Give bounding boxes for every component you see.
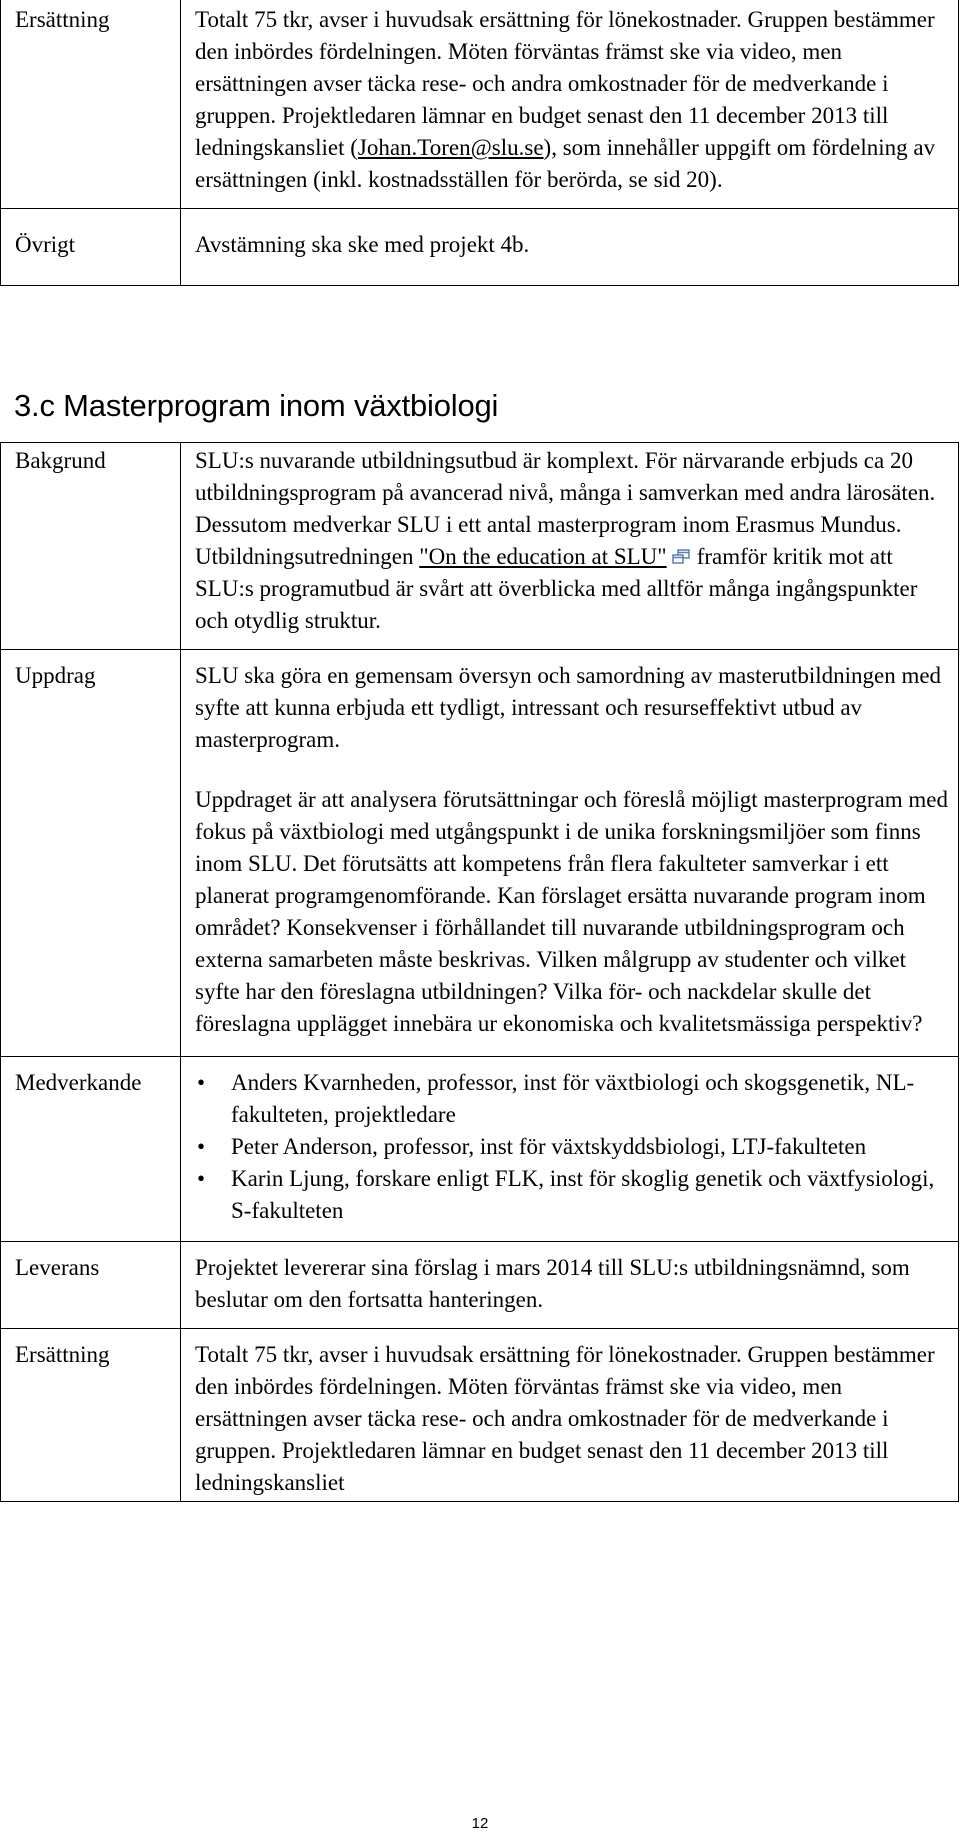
- list-item: [195, 1067, 948, 1131]
- row-label-ovrigt: Övrigt: [1, 209, 181, 286]
- previous-project-table: [0, 0, 959, 286]
- external-link-icon[interactable]: [671, 549, 691, 565]
- participant-text: Peter Anderson, professor, inst för växtskyddsbiologi, LTJ-fakulteten: [231, 1134, 867, 1159]
- row-value-ovrigt: Avstämning ska ske med projekt 4b.: [181, 209, 959, 286]
- table-row: [1, 443, 959, 650]
- project-table: [0, 442, 959, 1502]
- bullet-icon: •: [197, 1070, 206, 1095]
- row-label-medverkande: Medverkande: [1, 1057, 181, 1242]
- uppdrag-paragraph-2: Uppdraget är att analysera förutsättningar och föreslå möjligt masterprogram med fokus på växtbiologi med utgångspunkt i de unika forskningsmiljöer som finns inom SLU. Det förutsätts att kompetens från flera fakulteter samverkar i ett planerat programgenomförande. Kan förslaget ersätta nuvarande program inom området? Konsekvenser i förhållandet till nuvarande utbildningsprogram och externa samarbeten måste beskrivas. Vilken målgrupp av studenter och vilket syfte har den föreslagna utbildningen? Vilka för- och nackdelar skulle det föreslagna upplägget innebära ur ekonomiska och kvalitetsmässiga perspektiv?: [195, 787, 948, 1036]
- row-label-ersattning: Ersättning: [1, 0, 181, 209]
- row-label-uppdrag: Uppdrag: [1, 650, 181, 1057]
- table-row: [1, 1057, 959, 1242]
- row-value-uppdrag: [181, 650, 959, 1057]
- table-row: [1, 0, 959, 209]
- row-value-ersattning: Totalt 75 tkr, avser i huvudsak ersättning för lönekostnader. Gruppen bestämmer den inbördes fördelningen. Möten förväntas främst ske via video, men ersättningen avser täcka rese- och andra omkostnader för de medverkande i gruppen. Projektledaren lämnar en budget senast den 11 december 2013 till ledningskansliet: [181, 1329, 959, 1502]
- table-row: [1, 1329, 959, 1502]
- bullet-icon: •: [197, 1134, 206, 1159]
- bakgrund-text: SLU:s nuvarande utbildningsutbud är komplext. För närvarande erbjuds ca 20 utbildningsprogram på avancerad nivå, många i samverkan med andra lärosäten. Dessutom medverkar SLU i ett antal masterprogram inom Erasmus Mundus. Utbildningsutredningen: [195, 448, 936, 569]
- list-item: [195, 1131, 948, 1163]
- row-label-ersattning: Ersättning: [1, 1329, 181, 1502]
- section-heading: 3.c Masterprogram inom växtbiologi: [14, 388, 499, 423]
- bakgrund-text-after: framför kritik mot att SLU:s programutbud är svårt att överblicka med alltför många ingångspunkter och otydlig struktur.: [195, 544, 918, 633]
- row-value-bakgrund: [181, 443, 959, 650]
- row-value-medverkande: [181, 1057, 959, 1242]
- list-item: [195, 1163, 948, 1227]
- row-label-leverans: Leverans: [1, 1242, 181, 1329]
- table-row: [1, 650, 959, 1057]
- bullet-icon: •: [197, 1166, 206, 1191]
- ersattning-text-after: ), som innehåller uppgift om fördelning av ersättningen (inkl. kostnadsställen för berörda, se sid 20).: [195, 135, 936, 192]
- uppdrag-paragraph-1: SLU ska göra en gemensam översyn och samordning av masterutbildningen med syfte att kunna erbjuda ett tydligt, intressant och resurseffektivt utbud av masterprogram.: [195, 663, 942, 752]
- participant-text: Anders Kvarnheden, professor, inst för växtbiologi och skogsgenetik, NL-fakulteten, projektledare: [231, 1070, 915, 1127]
- ersattning-text: Totalt 75 tkr, avser i huvudsak ersättning för lönekostnader. Gruppen bestämmer den inbördes fördelningen. Möten förväntas främst ske via video, men ersättningen avser täcka rese- och andra omkostnader för de medverkande i gruppen. Projektledaren lämnar en budget senast den 11 december 2013 till ledningskansliet (: [195, 7, 935, 160]
- email-link[interactable]: Johan.Toren@slu.se: [357, 135, 544, 160]
- table-row: [1, 1242, 959, 1329]
- row-value-leverans: Projektet levererar sina förslag i mars 2014 till SLU:s utbildningsnämnd, som beslutar om den fortsatta hanteringen.: [181, 1242, 959, 1329]
- table-row: [1, 209, 959, 286]
- row-value-ersattning: [181, 0, 959, 209]
- participant-text: Karin Ljung, forskare enligt FLK, inst för skoglig genetik och växtfysiologi, S-fakulteten: [231, 1166, 935, 1223]
- education-report-link[interactable]: "On the education at SLU": [419, 544, 667, 569]
- participants-list: [195, 1067, 948, 1227]
- page-number: 12: [471, 1815, 489, 1832]
- row-label-bakgrund: Bakgrund: [1, 443, 181, 650]
